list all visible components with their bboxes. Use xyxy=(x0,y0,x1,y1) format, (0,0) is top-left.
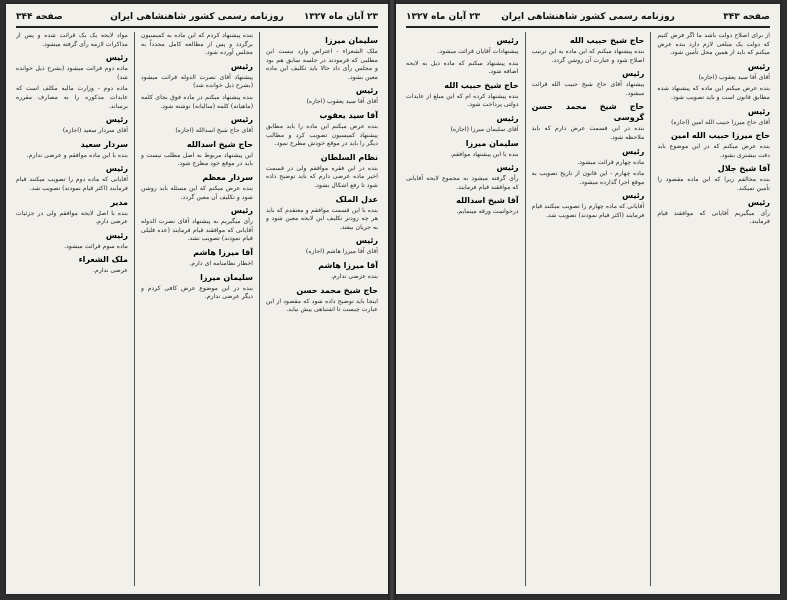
speaker-heading: سردار معظم xyxy=(202,172,253,182)
paragraph: اخطار نظامنامه ای دارم. xyxy=(189,259,253,267)
paragraph: بنده پیشنهاد کرده ام که این مبلغ از عایدات دولتی پرداخت شود. xyxy=(405,92,519,109)
book-gutter xyxy=(388,0,396,600)
paragraph: بنده عرض میکنم که این مسئله باید روشن شود و تکلیف آن معین گردد. xyxy=(141,184,253,201)
speaker-heading: رئیس xyxy=(105,115,128,125)
speaker-heading: ملک الشعراء xyxy=(78,255,128,265)
paragraph: آقای آقا سید یعقوب (اجازه) xyxy=(306,98,378,106)
right-page-column-1 xyxy=(657,32,770,586)
right-page-header xyxy=(406,10,770,28)
speaker-heading: رئیس xyxy=(355,86,378,96)
paragraph: پیشنهاد آقای حاج شیخ حبیب الله قرائت میشود. xyxy=(531,81,645,97)
left-header-title: روزنامه رسمی کشور شاهنشاهی ایران xyxy=(110,12,284,22)
speaker-heading: رئیس xyxy=(622,146,645,156)
column-rule xyxy=(259,32,260,586)
paragraph: آقایانی که ماده دوم را تصویب میکنند قیام فرمایند (اکثر قیام نمودند) تصویب شد. xyxy=(16,176,128,192)
paragraph: بنده با این ماده موافقم و عرضی ندارم. xyxy=(26,151,128,159)
speaker-heading: آقا میرزا هاشم xyxy=(193,247,253,257)
paragraph: بنده با این پیشنهاد موافقم. xyxy=(450,150,519,158)
speaker-heading: سلیمان میرزا xyxy=(325,36,378,45)
speaker-heading: رئیس xyxy=(355,236,378,246)
paragraph: ملک الشعراء - اعتراض وارد نیست این مطلبی که فرمودند در جلسه سابق هم بود و مجلس رأی داد حالا باید تکلیف این ماده معین بشود. xyxy=(266,48,378,81)
paragraph: مواد لایحه یک یک قرائت شده و پس از مذاکرات لازمه رأی گرفته میشود. xyxy=(16,32,128,48)
right-page xyxy=(396,4,780,594)
paragraph: بنده در این فقره موافقم ولی در قسمت اخیر ماده عرضی دارم که باید توضیح داده شود تا رفع اشکال بشود. xyxy=(266,164,378,189)
speaker-heading: آقا شیخ اسدالله xyxy=(456,196,519,206)
paragraph: بنده عرض میکنم که در این موضوع باید دقت بیشتری بشود. xyxy=(657,143,770,159)
paragraph: بنده با اصل لایحه موافقم ولی در جزئیات عرضی دارم. xyxy=(16,209,128,226)
left-page-columns xyxy=(16,32,378,586)
speaker-heading: عدل الملک xyxy=(335,194,378,204)
speaker-heading: حاج شیخ حبیب الله xyxy=(569,36,645,45)
speaker-heading: حاج شیخ محمد حسن گروسی xyxy=(531,102,645,123)
paragraph: این پیشنهاد مربوط به اصل مطلب نیست و باید در موقع خود مطرح شود. xyxy=(141,151,253,168)
paragraph: عرضی ندارم. xyxy=(93,267,128,275)
paragraph: آقایانی که ماده چهارم را تصویب میکنند قیام فرمایند (اکثر قیام نمودند) تصویب شد. xyxy=(531,203,645,219)
speaker-heading: رئیس xyxy=(747,61,770,71)
paragraph: بنده در این قسمت عرض دارم که باید ملاحظه شود. xyxy=(531,125,645,141)
paragraph: بنده در این موضوع عرض کافی کردم و دیگر عرضی ندارم. xyxy=(141,284,253,301)
speaker-heading: آقا میرزا هاشم xyxy=(318,260,378,270)
speaker-heading: آقا سید یعقوب xyxy=(319,110,378,120)
speaker-heading: رئیس xyxy=(230,115,253,125)
right-page-columns xyxy=(406,32,770,586)
paragraph: بنده پیشنهاد کردم که این ماده به کمیسیون برگردد و پس از مطالعه کامل مجدداً به مجلس آورده شود. xyxy=(141,32,253,57)
paragraph: رأی میگیریم به پیشنهاد آقای نصرت الدوله آقایانی که موافقند قیام فرمایند (عده قلیلی قیام نمودند) تصویب نشد. xyxy=(141,218,253,243)
paragraph: بنده عرض میکنم این ماده را باید مطابق پیشنهاد کمیسیون تصویب کرد و مطالب دیگر را باید در موقع خودش مطرح نمود. xyxy=(266,122,378,148)
paragraph: ماده چهارم - این قانون از تاریخ تصویب به موقع اجرا گذارده میشود. xyxy=(531,170,645,186)
paragraph: ماده چهارم قرائت میشود. xyxy=(577,158,645,166)
speaker-heading: حاج میرزا حبیب الله امین xyxy=(670,131,770,141)
speaker-heading: سلیمان میرزا xyxy=(465,138,519,148)
speaker-heading: رئیس xyxy=(230,206,253,216)
left-page-column-3 xyxy=(16,32,128,586)
paragraph: آقای سردار سعید (اجازه) xyxy=(62,127,128,135)
left-page-column-1 xyxy=(266,32,378,586)
speaker-heading: رئیس xyxy=(105,164,128,174)
speaker-heading: حاج شیخ محمد حسن xyxy=(296,285,378,295)
speaker-heading: رئیس xyxy=(496,36,519,45)
speaker-heading: رئیس xyxy=(747,106,770,116)
right-header-date: ۲۳ آبان ماه ۱۳۲۷ xyxy=(406,12,481,22)
paragraph: آقای حاج میرزا حبیب الله امین (اجازه) xyxy=(671,118,770,126)
right-page-column-2 xyxy=(532,32,645,586)
column-rule xyxy=(650,32,651,586)
paragraph: درخواست ورقه مینمایم. xyxy=(456,208,519,216)
paragraph: آقای حاج شیخ اسدالله (اجازه) xyxy=(175,127,253,135)
speaker-heading: رئیس xyxy=(496,113,519,123)
right-header-page-number: صفحه ۳۴۳ xyxy=(723,12,770,22)
paragraph: پیشنهاد آقای نصرت الدوله قرائت میشود (بشرح ذیل خوانده شد) xyxy=(141,73,253,90)
left-header-page-number: صفحه ۳۴۴ xyxy=(16,12,63,22)
paragraph: پیشنهادات آقایان قرائت میشود. xyxy=(437,48,519,55)
speaker-heading: رئیس xyxy=(622,69,645,79)
paragraph: بنده مخالفم زیرا که این ماده مقصود را تأمین نمیکند. xyxy=(657,176,770,192)
speaker-heading: سلیمان میرزا xyxy=(200,272,253,282)
paragraph: از برای اصلاح دولت باشد ما اگر فرض کنیم که دولت یک مبلغی لازم دارد بنده عرض میکنم که باید از همین محل تأمین شود. xyxy=(657,32,770,57)
paragraph: ماده سوم قرائت میشود. xyxy=(64,242,128,250)
column-rule xyxy=(525,32,526,586)
left-page-column-2 xyxy=(141,32,253,586)
paragraph: ماده دوم - وزارت مالیه مکلف است که عایدات مذکوره را به مصارف مقرره برساند. xyxy=(16,85,128,110)
speaker-heading: حاج شیخ اسدالله xyxy=(186,139,253,149)
paragraph: رأی میگیریم آقایانی که موافقند قیام فرمایند. xyxy=(657,209,770,226)
left-header-date: ۲۳ آبان ماه ۱۳۲۷ xyxy=(303,12,378,22)
paragraph: بنده پیشنهاد میکنم که این ماده به این ترتیب اصلاح شود و عبارت آن روشن گردد. xyxy=(531,48,645,64)
speaker-heading: سردار سعید xyxy=(80,139,128,149)
paragraph: آقای آقا سید یعقوب (اجازه) xyxy=(698,73,770,81)
paragraph: بنده پیشنهاد میکنم که ماده ذیل به لایحه اضافه شود. xyxy=(405,59,519,76)
paragraph: رأی گرفته میشود به مجموع لایحه آقایانی که موافقند قیام فرمایند. xyxy=(405,175,519,191)
speaker-heading: رئیس xyxy=(747,197,770,207)
paragraph: بنده پیشنهاد میکنم در ماده فوق بجای کلمه (ماهیانه) کلمه (سالیانه) نوشته شود. xyxy=(141,93,253,110)
speaker-heading: نظام السلطان xyxy=(320,152,378,162)
right-header-title: روزنامه رسمی کشور شاهنشاهی ایران xyxy=(501,12,675,22)
paragraph: اینجا باید توضیح داده شود که مقصود از این عبارت چیست تا اشتباهی پیش نیاید. xyxy=(266,297,378,314)
paragraph: بنده عرض میکنم این ماده که پیشنهاد شده مطابق قانون است و باید تصویب شود. xyxy=(657,85,770,101)
paragraph: آقای آقا میرزا هاشم (اجازه) xyxy=(305,248,378,256)
speaker-heading: رئیس xyxy=(230,61,253,71)
left-page xyxy=(6,4,388,594)
speaker-heading: مدیر xyxy=(110,197,128,207)
column-rule xyxy=(134,32,135,586)
speaker-heading: حاج شیخ حبیب الله xyxy=(444,80,519,90)
speaker-heading: رئیس xyxy=(105,53,128,63)
paragraph: بنده عرضی ندارم. xyxy=(330,272,378,280)
left-page-header xyxy=(16,10,378,28)
paragraph: بنده با این قسمت موافقم و معتقدم که باید هر چه زودتر تکلیف این لایحه معین شود و به جریان بیفتد. xyxy=(266,206,378,231)
speaker-heading: رئیس xyxy=(105,230,128,240)
paragraph: ماده دوم قرائت میشود (بشرح ذیل خوانده شد) xyxy=(16,65,128,81)
right-page-column-3 xyxy=(406,32,519,586)
paragraph: آقای سلیمان میرزا (اجازه) xyxy=(450,125,519,133)
speaker-heading: رئیس xyxy=(496,163,519,173)
speaker-heading: آقا شیخ جلال xyxy=(717,164,770,174)
speaker-heading: رئیس xyxy=(622,191,645,201)
